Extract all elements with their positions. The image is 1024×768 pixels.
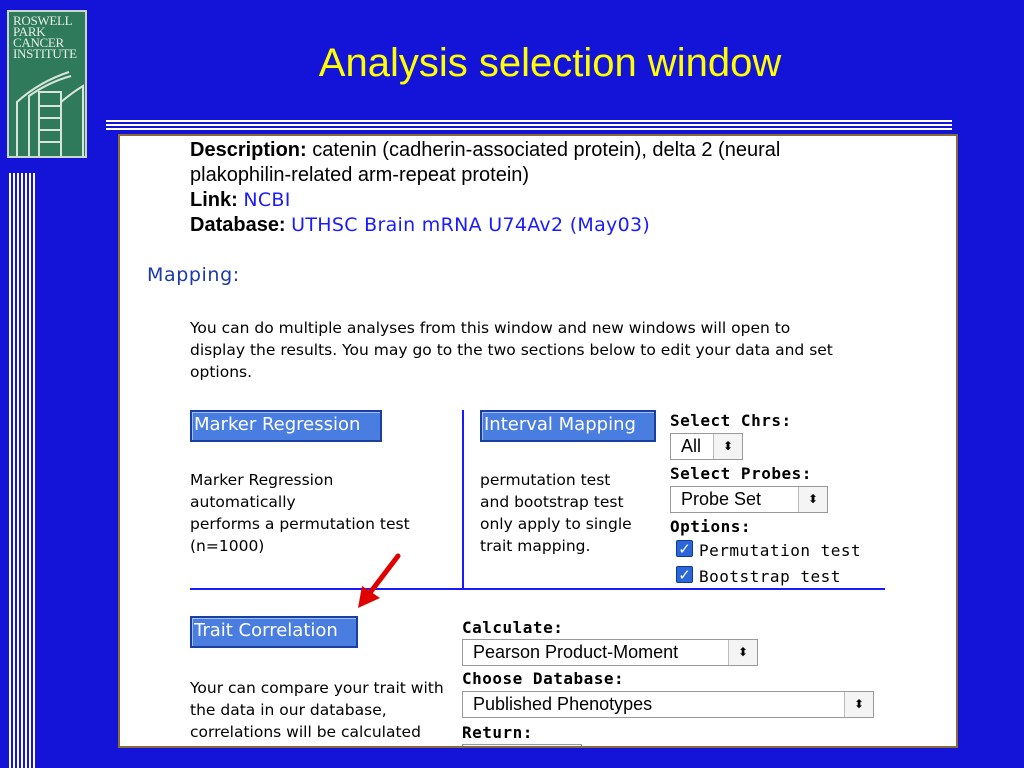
logo-line: ROSWELL [13,13,73,28]
desc-line: permutation test [480,471,611,489]
link-row [190,188,291,213]
desc-line: the data in our database, [190,701,387,719]
calculate-select-value: Pearson Product-Moment [473,642,679,662]
intro-line: options. [190,363,253,381]
desc-line: performs a permutation test [190,515,410,533]
logo-line: INSTITUTE [13,46,77,61]
probes-select[interactable] [670,486,828,513]
select-chrs-label: Select Chrs: [670,411,792,430]
chromosome-select-value: All [681,436,702,456]
analysis-window-screenshot [118,134,958,748]
trait-correlation-button[interactable]: Trait Correlation [190,616,358,648]
calculate-select[interactable] [462,639,758,666]
database-select-value: Published Phenotypes [473,694,653,714]
decorative-stripes [9,173,37,768]
desc-line: trait mapping. [480,537,591,555]
desc-line: correlations will be calculated [190,723,421,741]
desc-line: Marker Regression [190,471,334,489]
database-value: UTHSC Brain mRNA U74Av2 (May03) [291,214,651,236]
description-block [190,138,890,188]
section-divider [190,588,885,590]
database-label: Database: [190,214,286,236]
logo-line: CANCER [13,35,64,50]
slide-title: Analysis selection window [318,41,782,85]
updown-arrow-icon: ⬍ [798,487,827,512]
database-select[interactable] [462,691,874,718]
bootstrap-label: Bootstrap test [699,567,841,586]
calculate-label: Calculate: [462,618,564,637]
permutation-checkbox[interactable]: ✓ [676,540,693,557]
intro-line: You can do multiple analyses from this window and new windows will open to [190,319,791,337]
description-value: catenin (cadherin-associated protein), delta 2 (neural [312,139,781,161]
column-divider [462,410,464,590]
return-label: Return: [462,723,533,742]
building-logo-icon [9,62,87,158]
desc-line: automatically [190,493,296,511]
probes-select-value: Probe Set [681,489,762,509]
return-select[interactable] [462,744,582,748]
marker-regression-button[interactable]: Marker Regression [190,410,382,442]
logo-line: PARK [13,24,46,39]
desc-line: Your can compare your trait with [190,679,444,697]
institute-logo [7,10,87,158]
updown-arrow-icon: ⬍ [844,692,873,717]
desc-line: only apply to single [480,515,632,533]
trait-correlation-description [190,677,444,743]
interval-mapping-description [480,469,632,557]
link-label: Link: [190,189,238,211]
options-label: Options: [670,517,752,536]
permutation-label: Permutation test [699,541,862,560]
mapping-intro [190,317,890,383]
red-arrow-icon [354,552,404,612]
marker-regression-description [190,469,410,557]
ncbi-link[interactable]: NCBI [243,189,291,211]
chromosome-select[interactable] [670,433,743,460]
bootstrap-checkbox[interactable]: ✓ [676,566,693,583]
title-rule [106,120,952,130]
database-row [190,213,650,238]
mapping-heading: Mapping: [147,264,240,286]
description-value-cont: plakophilin-related arm-repeat protein) [190,164,530,186]
desc-line: and bootstrap test [480,493,624,511]
choose-database-label: Choose Database: [462,669,625,688]
interval-mapping-button[interactable]: Interval Mapping [480,410,656,442]
intro-line: display the results. You may go to the two sections below to edit your data and set [190,341,833,359]
select-probes-label: Select Probes: [670,464,812,483]
updown-arrow-icon: ⬍ [713,434,742,459]
desc-line: (n=1000) [190,537,265,555]
description-label: Description: [190,139,307,161]
updown-arrow-icon: ⬍ [728,640,757,665]
